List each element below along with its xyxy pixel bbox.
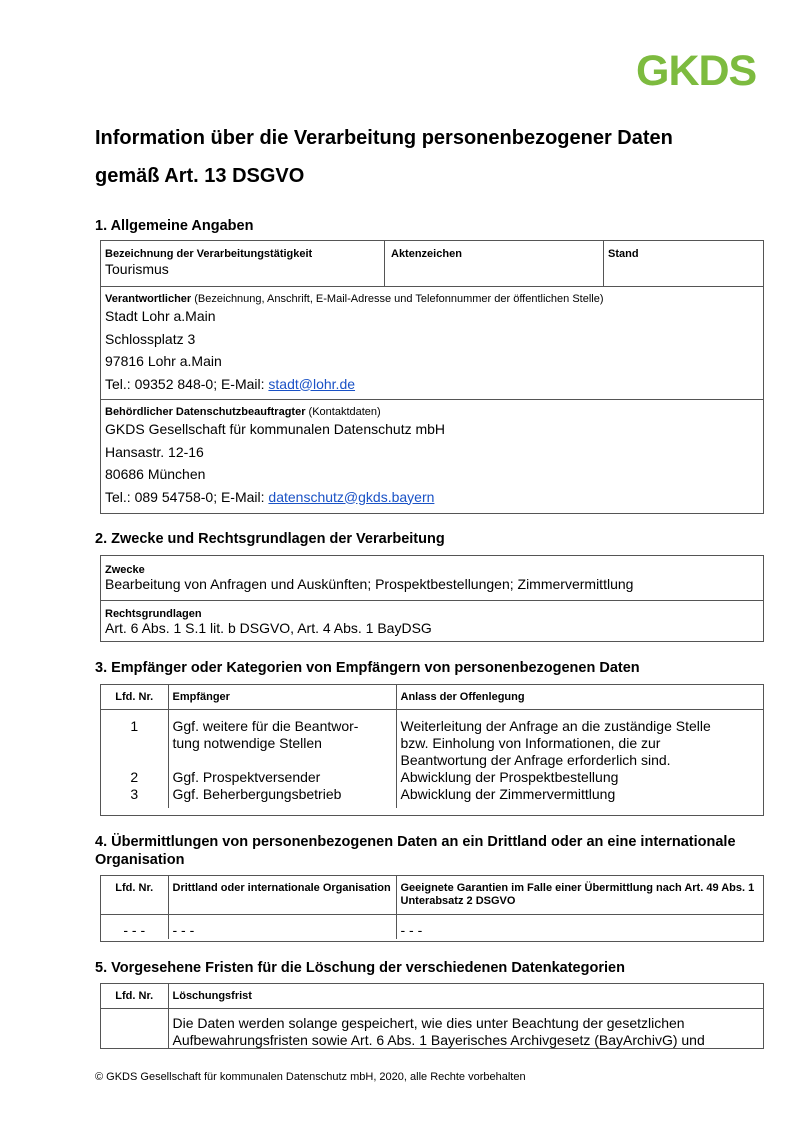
table-row xyxy=(101,786,763,808)
col-header-nr: Lfd. Nr. xyxy=(101,685,168,709)
recipients-box xyxy=(100,684,764,816)
row-nr: - - - xyxy=(101,914,168,939)
copyright-footer: © GKDS Gesellschaft für kommunalen Datenschutz mbH, 2020, alle Rechte vorbehalten xyxy=(95,1071,526,1083)
recipient-line: tung notwendige Stellen xyxy=(172,734,322,751)
col-header-deletion: Löschungsfrist xyxy=(168,984,763,1008)
col-header-country: Drittland oder internationale Organisation xyxy=(168,876,396,914)
third-country-box xyxy=(100,875,764,942)
legal-basis-value: Art. 6 Abs. 1 S.1 lit. b DSGVO, Art. 4 Abs. 1 BayDSG xyxy=(105,620,432,636)
section-3-heading: 3. Empfänger oder Kategorien von Empfängern von personenbezogenen Daten xyxy=(95,660,640,676)
gkds-logo: GKDS xyxy=(636,47,757,95)
controller-label: Verantwortlicher xyxy=(105,293,192,305)
table-row xyxy=(101,1008,763,1049)
row-nr: 2 xyxy=(101,769,168,786)
dpo-phone: Tel.: 089 54758-0; E-Mail: xyxy=(105,488,269,505)
recipient-line: Ggf. Beherbergungsbetrieb xyxy=(168,786,396,808)
section-4-heading-line2: Organisation xyxy=(95,852,185,868)
dpo-city: 80686 München xyxy=(105,466,206,482)
dpo-street: Hansastr. 12-16 xyxy=(105,443,204,460)
row-nr: 1 xyxy=(101,709,168,769)
purposes-row xyxy=(101,556,763,600)
general-info-box xyxy=(100,240,764,514)
controller-row xyxy=(101,286,763,399)
controller-name: Stadt Lohr a.Main xyxy=(105,308,216,324)
col-header-recipient: Empfänger xyxy=(168,685,396,709)
section-1-heading: 1. Allgemeine Angaben xyxy=(95,218,254,234)
row-nr xyxy=(101,1008,168,1049)
section-2-heading: 2. Zwecke und Rechtsgrundlagen der Verarbeitung xyxy=(95,531,445,547)
recipients-table xyxy=(101,685,763,808)
dpo-email-link[interactable]: datenschutz@gkds.bayern xyxy=(268,488,435,505)
reason-line: bzw. Einholung von Informationen, die zur xyxy=(400,734,661,751)
country-cell: - - - xyxy=(168,914,396,939)
deletion-text-line: Aufbewahrungsfristen sowie Art. 6 Abs. 1 Bayerisches Archivgesetz (BayArchivG) und xyxy=(172,1031,705,1048)
table-row xyxy=(101,769,763,786)
activity-label: Bezeichnung der Verarbeitungstätigkeit xyxy=(105,248,313,260)
col-header-nr: Lfd. Nr. xyxy=(101,876,168,914)
section-4-heading-line1: 4. Übermittlungen von personenbezogenen Daten an ein Drittland oder an eine internationale xyxy=(95,834,736,850)
document-title-line1: Information über die Verarbeitung personenbezogener Daten xyxy=(95,127,673,149)
purposes-label: Zwecke xyxy=(105,564,145,576)
recipient-line: Ggf. weitere für die Beantwor- xyxy=(172,717,359,734)
dpo-row xyxy=(101,399,763,513)
activity-value: Tourismus xyxy=(105,261,169,277)
third-country-table xyxy=(101,876,763,939)
guarantees-cell: - - - xyxy=(400,921,423,938)
dpo-hint: (Kontaktdaten) xyxy=(305,406,381,418)
deletion-box xyxy=(100,983,764,1049)
dpo-label: Behördlicher Datenschutzbeauftragter xyxy=(105,406,306,418)
reason-line: Weiterleitung der Anfrage an die zuständige Stelle xyxy=(400,717,711,734)
reason-line: Beantwortung der Anfrage erforderlich sind. xyxy=(400,751,671,768)
activity-row xyxy=(101,241,763,286)
purposes-box xyxy=(100,555,764,642)
legal-basis-label: Rechtsgrundlagen xyxy=(105,608,202,620)
purposes-value: Bearbeitung von Anfragen und Auskünften; Prospektbestellungen; Zimmervermittlung xyxy=(105,576,634,592)
document-title-line2: gemäß Art. 13 DSGVO xyxy=(95,165,305,187)
deletion-text-line: Die Daten werden solange gespeichert, wie dies unter Beachtung der gesetzlichen xyxy=(172,1014,685,1031)
recipient-line: Ggf. Prospektversender xyxy=(168,769,396,786)
table-row xyxy=(101,709,763,769)
row-nr: 3 xyxy=(101,786,168,808)
col-header-guarantees: Geeignete Garantien im Falle einer Übermittlung nach Art. 49 Abs. 1 Unterabsatz 2 DSGVO xyxy=(396,876,763,914)
section-5-heading: 5. Vorgesehene Fristen für die Löschung der verschiedenen Datenkategorien xyxy=(95,960,625,976)
status-label: Stand xyxy=(608,248,639,260)
controller-hint: (Bezeichnung, Anschrift, E-Mail-Adresse und Telefonnummer der öffentlichen Stelle) xyxy=(191,293,604,305)
col-header-reason: Anlass der Offenlegung xyxy=(396,685,763,709)
file-number-label: Aktenzeichen xyxy=(391,248,462,260)
controller-email-link[interactable]: stadt@lohr.de xyxy=(268,375,356,392)
reason-line: Abwicklung der Prospektbestellung xyxy=(400,768,619,785)
reason-line: Abwicklung der Zimmervermittlung xyxy=(400,785,616,802)
table-row xyxy=(101,914,763,939)
controller-city: 97816 Lohr a.Main xyxy=(105,353,222,369)
controller-street: Schlossplatz 3 xyxy=(105,330,196,347)
controller-phone: Tel.: 09352 848-0; E-Mail: xyxy=(105,375,269,392)
col-header-nr: Lfd. Nr. xyxy=(101,984,168,1008)
dpo-name: GKDS Gesellschaft für kommunalen Datenschutz mbH xyxy=(105,421,446,437)
legal-basis-row xyxy=(101,600,763,641)
deletion-table xyxy=(101,984,763,1049)
